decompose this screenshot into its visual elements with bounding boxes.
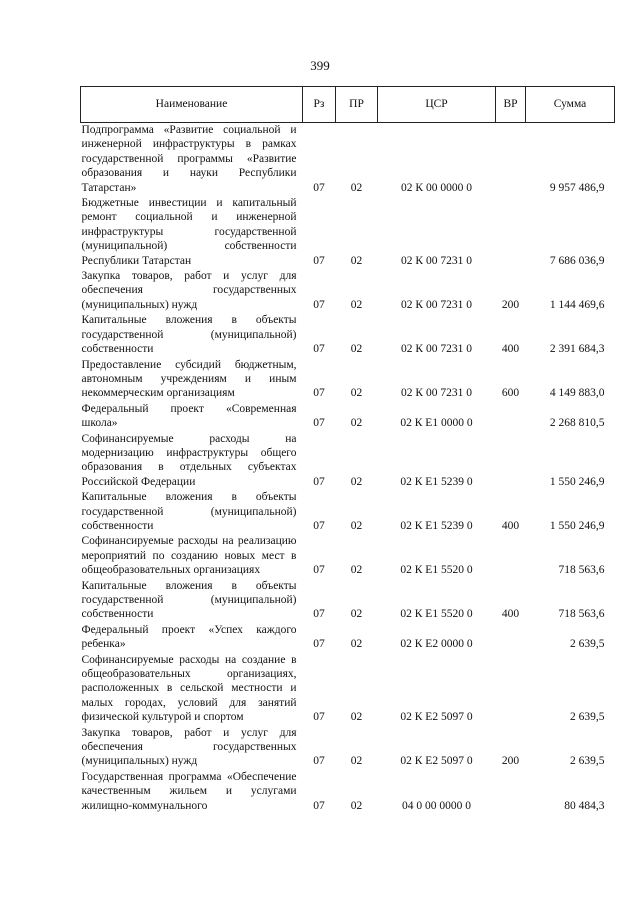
table-row — [81, 770, 615, 814]
cell-rz: 07 — [313, 638, 325, 651]
table-row — [81, 726, 615, 770]
cell-csr: 02 К 00 7231 0 — [401, 387, 472, 400]
cell-vr: 600 — [501, 387, 520, 400]
cell-pr: 02 — [350, 519, 363, 532]
cell-sum: 718 563,6 — [558, 564, 605, 577]
cell-sum: 2 639,5 — [570, 638, 605, 651]
cell-rz: 07 — [313, 475, 325, 488]
cell-sum: 9 957 486,9 — [549, 181, 605, 194]
cell-pr: 02 — [350, 711, 363, 724]
cell-pr: 02 — [350, 387, 363, 400]
cell-pr: 02 — [350, 638, 363, 651]
cell-pr: 02 — [350, 343, 363, 356]
cell-vr — [496, 534, 526, 578]
cell-sum: 2 391 684,3 — [549, 343, 605, 356]
header-vr: ВР — [496, 87, 526, 123]
cell-csr: 02 К Е1 0000 0 — [400, 417, 473, 430]
cell-rz: 07 — [313, 417, 325, 430]
cell-pr: 02 — [350, 181, 363, 194]
table-row — [81, 123, 615, 197]
cell-sum: 1 144 469,6 — [549, 298, 605, 311]
cell-sum: 718 563,6 — [558, 608, 605, 621]
table-header — [81, 87, 615, 123]
cell-csr: 02 К 00 7231 0 — [401, 254, 472, 267]
cell-csr: 02 К Е1 5239 0 — [400, 519, 473, 532]
cell-pr: 02 — [350, 298, 363, 311]
cell-rz: 07 — [313, 799, 325, 812]
cell-vr — [496, 432, 526, 491]
cell-csr: 02 К Е1 5239 0 — [400, 475, 473, 488]
table-row — [81, 432, 615, 491]
cell-pr: 02 — [350, 799, 363, 812]
cell-name: Софинансируемые расходы на реализацию мероприятий по созданию новых мест в общеобразовательных организациях — [81, 535, 297, 577]
cell-pr: 02 — [350, 417, 363, 430]
cell-rz: 07 — [313, 564, 325, 577]
cell-name: Бюджетные инвестиции и капитальный ремонт социальной и инженерной инфраструктуры государственной (муниципальной) собственности Республики Татарстан — [81, 197, 297, 267]
cell-name: Федеральный проект «Современная школа» — [81, 402, 297, 430]
cell-sum: 1 550 246,9 — [549, 519, 605, 532]
cell-csr: 02 К Е1 5520 0 — [400, 608, 473, 621]
cell-name: Федеральный проект «Успех каждого ребенка» — [81, 623, 297, 651]
cell-pr: 02 — [350, 608, 363, 621]
table-row — [81, 490, 615, 534]
table-row — [81, 269, 615, 313]
cell-csr: 02 К Е2 5097 0 — [400, 755, 473, 768]
page-number: 399 — [310, 58, 330, 73]
cell-csr: 02 К Е2 5097 0 — [400, 711, 473, 724]
header-rz: Рз — [303, 87, 336, 123]
header-pr: ПР — [336, 87, 378, 123]
cell-vr — [496, 653, 526, 726]
cell-sum: 2 639,5 — [570, 711, 605, 724]
cell-csr: 02 К 00 7231 0 — [401, 298, 472, 311]
cell-name: Капитальные вложения в объекты государственной (муниципальной) собственности — [81, 579, 297, 621]
table-row — [81, 534, 615, 578]
cell-vr — [496, 402, 526, 432]
cell-rz: 07 — [313, 519, 325, 532]
header-row — [81, 87, 615, 123]
header-csr: ЦСР — [378, 87, 496, 123]
cell-rz: 07 — [313, 755, 325, 768]
cell-sum: 4 149 883,0 — [549, 387, 605, 400]
cell-vr — [496, 123, 526, 197]
table-body — [81, 123, 615, 815]
cell-name: Государственная программа «Обеспечение качественным жильем и услугами жилищно-коммунального — [81, 770, 297, 812]
cell-vr: 200 — [501, 755, 520, 768]
cell-sum: 7 686 036,9 — [549, 254, 605, 267]
cell-name: Подпрограмма «Развитие социальной и инженерной инфраструктуры в рамках государственной программы «Развитие образования и науки Республики Татарстан» — [81, 124, 297, 194]
cell-csr: 02 К Е1 5520 0 — [400, 564, 473, 577]
cell-rz: 07 — [313, 608, 325, 621]
cell-pr: 02 — [350, 564, 363, 577]
table-row — [81, 358, 615, 402]
cell-vr: 400 — [501, 608, 520, 621]
cell-csr: 02 К 00 7231 0 — [401, 343, 472, 356]
cell-rz: 07 — [313, 181, 325, 194]
table-row — [81, 402, 615, 432]
cell-pr: 02 — [350, 475, 363, 488]
cell-rz: 07 — [313, 298, 325, 311]
cell-vr: 200 — [501, 298, 520, 311]
cell-pr: 02 — [350, 254, 363, 267]
cell-vr: 400 — [501, 519, 520, 532]
table-row — [81, 313, 615, 357]
cell-rz: 07 — [313, 343, 325, 356]
cell-rz: 07 — [313, 711, 325, 724]
cell-name: Софинансируемые расходы на создание в общеобразовательных организациях, расположенных в сельской местности и малых городах, условий для занятий физической культурой и спортом — [81, 653, 297, 724]
cell-vr — [496, 623, 526, 653]
cell-vr — [496, 770, 526, 814]
table-row — [81, 196, 615, 269]
budget-table — [80, 86, 615, 814]
cell-sum: 1 550 246,9 — [549, 475, 605, 488]
cell-name: Предоставление субсидий бюджетным, автономным учреждениям и иным некоммерческим организациям — [81, 358, 297, 400]
cell-csr: 04 0 00 0000 0 — [402, 799, 471, 812]
cell-name: Закупка товаров, работ и услуг для обеспечения государственных (муниципальных) нужд — [81, 270, 297, 311]
header-name: Наименование — [81, 87, 303, 123]
cell-name: Закупка товаров, работ и услуг для обеспечения государственных (муниципальных) нужд — [81, 726, 297, 768]
cell-name: Капитальные вложения в объекты государственной (муниципальной) собственности — [81, 314, 297, 356]
cell-vr: 400 — [501, 343, 520, 356]
table-row — [81, 579, 615, 623]
cell-sum: 2 639,5 — [570, 755, 605, 768]
cell-sum: 80 484,3 — [564, 799, 605, 812]
cell-csr: 02 К 00 0000 0 — [401, 181, 472, 194]
cell-name: Софинансируемые расходы на модернизацию инфраструктуры общего образования в отдельных субъектах Российской Федерации — [81, 432, 297, 488]
cell-sum: 2 268 810,5 — [549, 417, 605, 430]
table-row — [81, 653, 615, 726]
cell-pr: 02 — [350, 755, 363, 768]
cell-name: Капитальные вложения в объекты государственной (муниципальной) собственности — [81, 491, 297, 532]
cell-rz: 07 — [313, 387, 325, 400]
cell-csr: 02 К Е2 0000 0 — [400, 638, 473, 651]
cell-rz: 07 — [313, 254, 325, 267]
cell-vr — [496, 196, 526, 269]
table-row — [81, 623, 615, 653]
header-sum: Сумма — [526, 87, 615, 123]
